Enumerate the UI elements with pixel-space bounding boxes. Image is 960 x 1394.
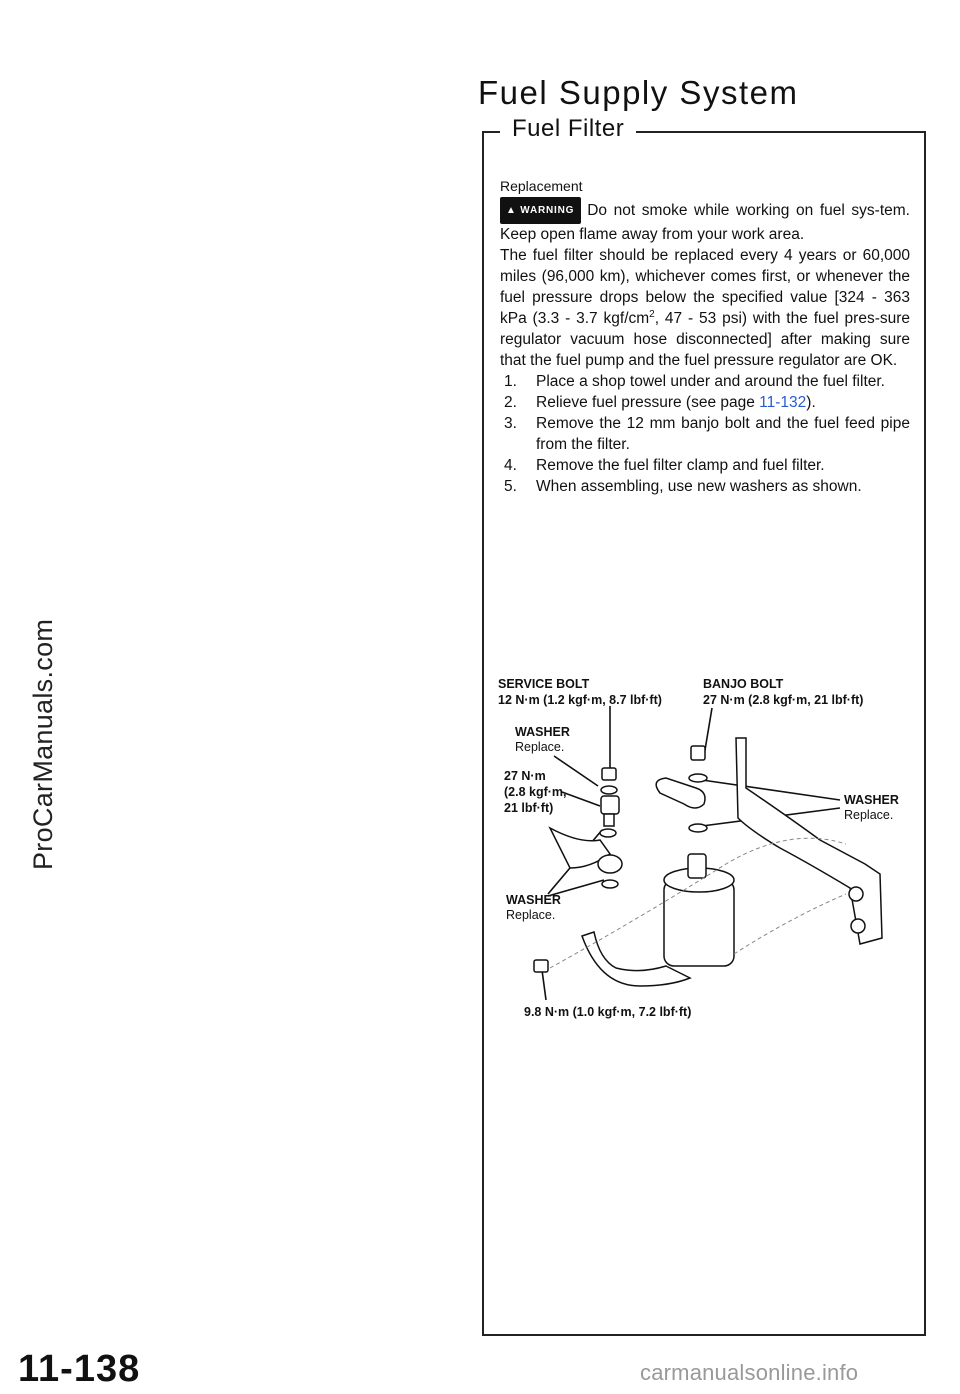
page-title: Fuel Supply System	[478, 74, 799, 111]
subheading: Replacement	[500, 178, 583, 194]
washer-lower-2	[602, 880, 618, 888]
washer-right-note: Replace.	[844, 808, 894, 822]
warning-badge-label: WARNING	[520, 205, 575, 216]
section-content	[500, 176, 910, 497]
washer-service	[601, 786, 617, 794]
step-text: When assembling, use new washers as shown.	[536, 478, 862, 495]
service-bolt-thread	[604, 814, 614, 826]
step-5	[500, 476, 910, 497]
washer-banjo-lower	[689, 824, 707, 832]
step-text: Relieve fuel pressure (see page	[536, 394, 760, 411]
intro-superscript: 2	[649, 308, 655, 320]
leader-washer-right-1	[702, 780, 840, 800]
warning-triangle-icon: ▲	[506, 205, 517, 216]
intro-text-2: , 47 - 53 psi) with the fuel pres-sure regulator vacuum hose disconnected] after making sure that the fuel pump and the fuel pressure regulator are OK.	[500, 310, 911, 369]
leader-torque-27	[562, 792, 600, 806]
page-link[interactable]: 11-132	[759, 394, 807, 411]
step-2	[500, 392, 910, 413]
intro-paragraph	[500, 245, 910, 371]
bracket-nut-2	[851, 919, 865, 933]
step-text: Remove the fuel filter clamp and fuel filter.	[536, 457, 825, 474]
washer-bottom-note: Replace.	[506, 908, 556, 922]
footer-url: carmanualsonline.info	[640, 1360, 859, 1385]
leader-clamp-bolt	[542, 970, 546, 1000]
washer-lower-1	[600, 829, 616, 837]
banjo-eye-lower	[598, 855, 622, 873]
clamp-torque-label: 9.8 N·m (1.0 kgf·m, 7.2 lbf·ft)	[524, 1005, 692, 1019]
torque-27-line1: 27 N·m	[504, 769, 546, 783]
hidden-line-2	[734, 894, 846, 954]
washer-bottom-label: WASHER	[506, 893, 561, 907]
step-number: 3.	[504, 415, 517, 432]
washer-top-label: WASHER	[515, 725, 570, 739]
step-text: Remove the 12 mm banjo bolt and the fuel feed pipe from the filter.	[536, 415, 910, 453]
torque-27-line2: (2.8 kgf·m,	[504, 785, 567, 799]
warning-paragraph	[500, 197, 910, 245]
banjo-bolt-torque: 27 N·m (2.8 kgf·m, 21 lbf·ft)	[703, 693, 864, 707]
step-number: 1.	[504, 373, 517, 390]
mounting-bracket	[736, 738, 882, 944]
fuel-filter-diagram	[490, 668, 920, 1028]
step-number: 2.	[504, 394, 517, 411]
service-fitting	[601, 796, 619, 814]
step-text-end: ).	[806, 394, 816, 411]
fuel-filter-body	[664, 880, 734, 966]
leader-washer-bottom-2	[548, 880, 604, 896]
step-number: 4.	[504, 457, 517, 474]
torque-27-line3: 21 lbf·ft)	[504, 801, 554, 815]
section-title: Fuel Filter	[500, 115, 636, 143]
step-3	[500, 413, 910, 455]
clamp-bolt	[534, 960, 548, 972]
page-number: 11-138	[18, 1348, 141, 1390]
service-bolt-torque: 12 N·m (1.2 kgf·m, 8.7 lbf·ft)	[498, 693, 662, 707]
washer-right-label: WASHER	[844, 793, 899, 807]
step-1	[500, 371, 910, 392]
warning-text: Do not smoke while working on fuel sys-tem. Keep open flame away from your work area.	[500, 202, 910, 243]
washer-banjo-upper	[689, 774, 707, 782]
washer-top-note: Replace.	[515, 740, 565, 754]
intro-text-1: The fuel filter should be replaced every 4 years or 60,000 miles (96,000 km), whichever comes first, or whenever the fuel pressure drops below the specified value [324 - 363 kPa (3.3 - 3.7 kgf/cm	[500, 247, 910, 327]
leader-washer-top	[554, 756, 598, 786]
side-watermark: ProCarManuals.com	[28, 618, 58, 870]
banjo-bolt-label: BANJO BOLT	[703, 677, 784, 691]
banjo-bolt	[691, 746, 705, 760]
step-4	[500, 455, 910, 476]
step-text: Place a shop towel under and around the fuel filter.	[536, 373, 885, 390]
warning-badge	[500, 197, 581, 224]
filter-outlet	[688, 854, 706, 878]
step-number: 5.	[504, 478, 517, 495]
service-bolt-label: SERVICE BOLT	[498, 677, 590, 691]
service-bolt	[602, 768, 616, 780]
bracket-nut-1	[849, 887, 863, 901]
